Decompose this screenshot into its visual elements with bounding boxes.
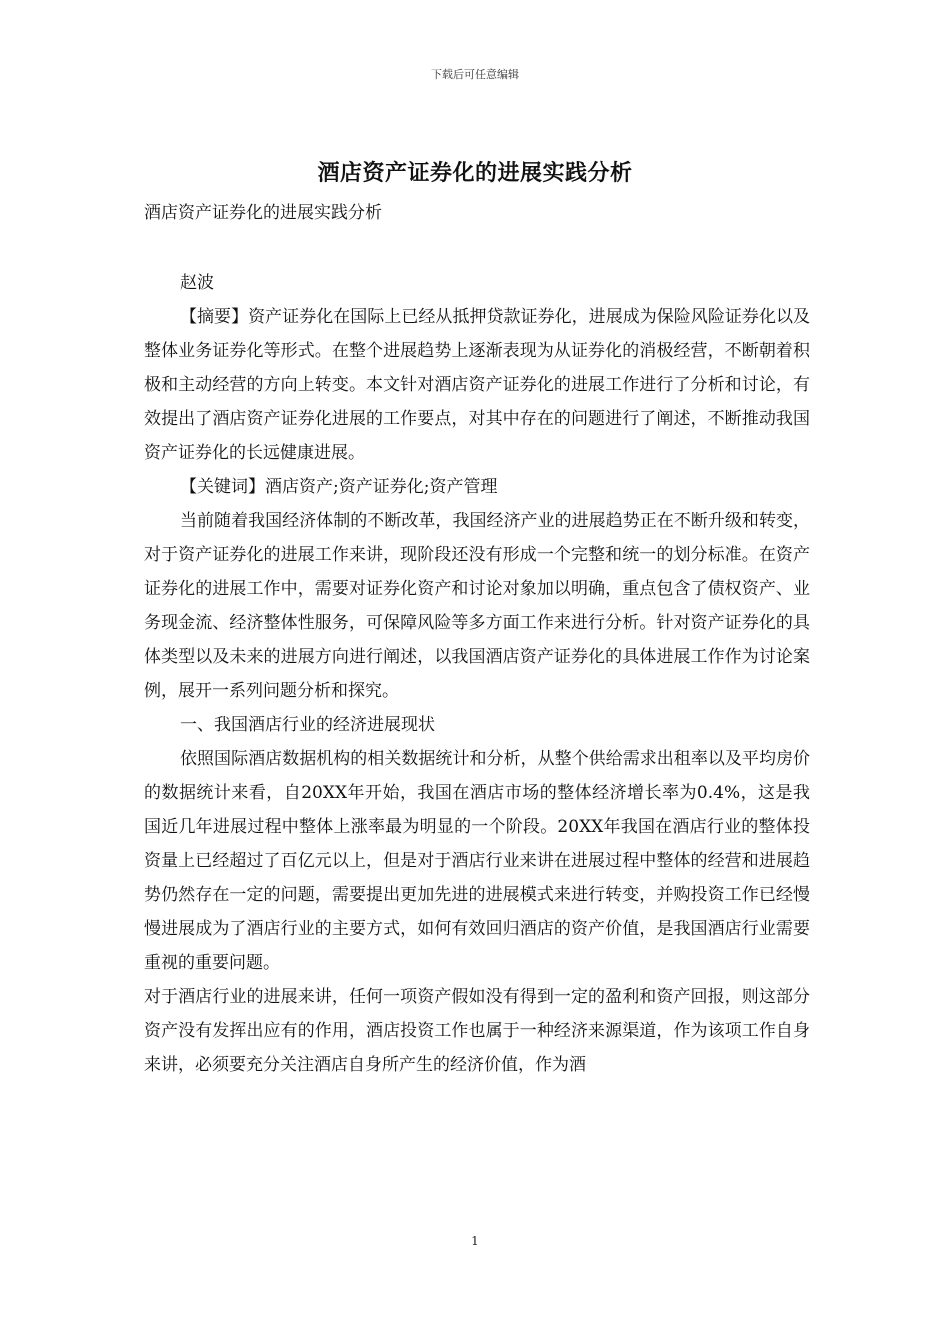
author: 赵波 — [180, 273, 214, 293]
document-title: 酒店资产证券化的进展实践分析 — [317, 160, 633, 186]
subtitle: 酒店资产证券化的进展实践分析 — [144, 203, 382, 223]
header-note: 下载后可任意编辑 — [431, 68, 519, 81]
abstract-paragraph: 【摘要】资产证券化在国际上已经从抵押贷款证券化，进展成为保险风险证券化以及整体业务证券化等形式。在整个进展趋势上逐渐表现为从证券化的消极经营，不断朝着积极和主动经营的方向上转变。本文针对酒店资产证券化的进展工作进行了分析和讨论，有效提出了酒店资产证券化进展的工作要点，对其中存在的问题进行了阐述，不断推动我国资产证券化的长远健康进展。 — [144, 307, 810, 463]
body-paragraph-continued: 对于酒店行业的进展来讲，任何一项资产假如没有得到一定的盈利和资产回报，则这部分资产没有发挥出应有的作用，酒店投资工作也属于一种经济来源渠道，作为该项工作自身来讲，必须要充分关注酒店自身所产生的经济价值，作为酒 — [144, 987, 810, 1075]
section-heading: 一、我国酒店行业的经济进展现状 — [180, 715, 435, 735]
page-number: 1 — [471, 1234, 479, 1248]
intro-paragraph: 当前随着我国经济体制的不断改革，我国经济产业的进展趋势正在不断升级和转变，对于资产证券化的进展工作来讲，现阶段还没有形成一个完整和统一的划分标准。在资产证券化的进展工作中，需要对证券化资产和讨论对象加以明确，重点包含了债权资产、业务现金流、经济整体性服务，可保障风险等多方面工作来进行分析。针对资产证券化的具体类型以及未来的进展方向进行阐述，以我国酒店资产证券化的具体进展工作作为讨论案例，展开一系列问题分析和探究。 — [144, 511, 810, 701]
document-body — [144, 196, 810, 1082]
keywords-paragraph: 【关键词】酒店资产;资产证券化;资产管理 — [180, 477, 498, 497]
body-paragraph: 依照国际酒店数据机构的相关数据统计和分析，从整个供给需求出租率以及平均房价的数据统计来看，自20XX年开始，我国在酒店市场的整体经济增长率为0.4%，这是我国近几年进展过程中整体上涨率最为明显的一个阶段。20XX年我国在酒店行业的整体投资量上已经超过了百亿元以上，但是对于酒店行业来讲在进展过程中整体的经营和进展趋势仍然存在一定的问题，需要提出更加先进的进展模式来进行转变，并购投资工作已经慢慢进展成为了酒店行业的主要方式，如何有效回归酒店的资产价值，是我国酒店行业需要重视的重要问题。 — [144, 749, 810, 973]
